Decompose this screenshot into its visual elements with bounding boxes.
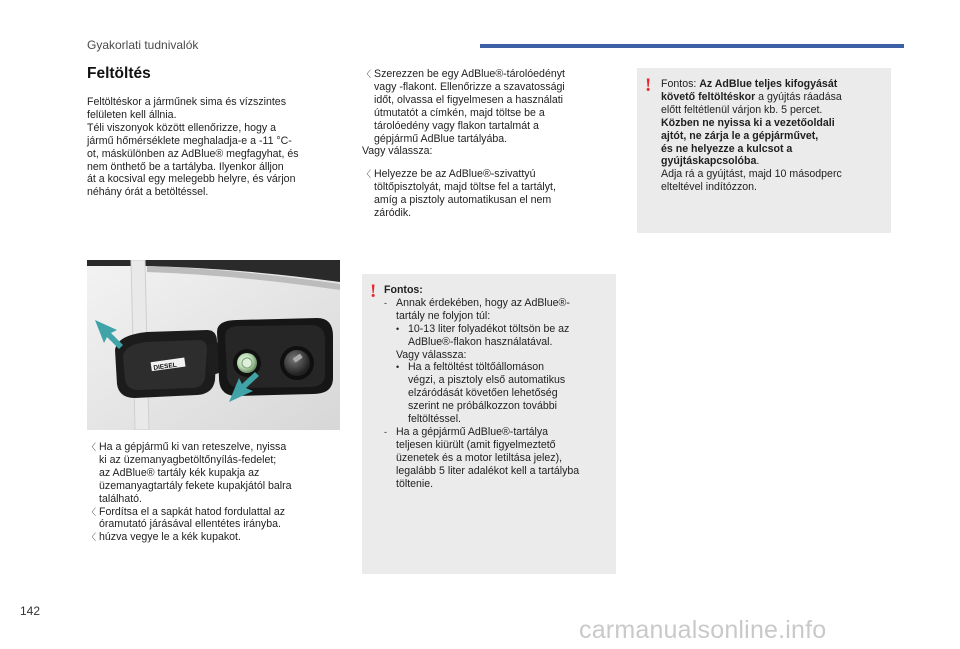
text-line: 10-13 liter folyadékot töltsön be az: [408, 322, 570, 335]
page-title: Feltöltés: [87, 65, 151, 82]
list-item: [362, 68, 624, 145]
alternative-label: Vagy válassza:: [362, 145, 433, 158]
text-line: ki az üzemanyagbetöltőnyílás-fedelet;: [99, 453, 277, 466]
intro-line: Feltöltéskor a járműnek sima és vízszintes: [87, 96, 286, 108]
text-line: előtt feltétlenül várjon kb. 5 percet.: [661, 103, 823, 116]
text-line: feltöltéssel.: [408, 413, 461, 426]
text-line: Ha a feltöltést töltőállomáson: [408, 361, 545, 374]
intro-paragraph: [87, 96, 337, 199]
alternative-label: Vagy válassza:: [396, 348, 467, 361]
text-line: legalább 5 liter adalékot kell a tartályba: [396, 464, 580, 477]
intro-line: néhány órát a betöltéssel.: [87, 186, 209, 199]
text-line: Szerezzen be egy AdBlue®-tárolóedényt: [374, 68, 565, 80]
arrow-bullet-icon: 〈: [362, 69, 372, 79]
text-line: Annak érdekében, hogy az AdBlue®-: [396, 296, 570, 309]
list-item: [87, 531, 342, 544]
text-line: útmutatót a címkén, majd töltse be a: [374, 106, 545, 119]
fuel-flap-photo: [87, 260, 340, 430]
text-line: időt, olvassa el figyelmesen a használati: [374, 93, 564, 106]
text-line: amíg a pisztoly automatikusan el nem: [374, 194, 552, 207]
note-heading: Fontos:: [384, 284, 423, 296]
text-line: végzi, a pisztoly első automatikus: [408, 374, 566, 387]
text-line: Közben ne nyissa ki a vezetőoldali: [661, 116, 835, 129]
warning-icon: !: [645, 75, 652, 96]
text-line: Adja rá a gyújtást, majd 10 másodperc: [661, 168, 842, 181]
text-line: tárolóedény vagy flakon tartalmát a: [374, 119, 539, 132]
text-line: Ha a gépjármű ki van reteszelve, nyissa: [99, 441, 287, 453]
text-line: AdBlue®-flakon használatával.: [408, 335, 553, 348]
text-line: elzáródását követően lehetőség: [408, 387, 558, 400]
text-line: Ha a gépjármű AdBlue®-tartálya: [396, 425, 549, 438]
text-line: töltőpisztolyát, majd töltse fel a tartályt,: [374, 181, 556, 194]
text-line: gépjármű AdBlue tartályába.: [374, 132, 508, 145]
intro-line: ot, máskülönben az AdBlue® megfagyhat, és: [87, 147, 299, 160]
text-line: teljesen kiürült (amit figyelmeztető: [396, 438, 556, 451]
section-accent-bar: [480, 44, 904, 48]
watermark: carmanualsonline.info: [579, 616, 827, 644]
intro-line: Téli viszonyok között ellenőrizze, hogy a: [87, 121, 277, 134]
text-line: töltenie.: [396, 477, 434, 490]
important-note: [384, 284, 614, 491]
arrow-bullet-icon: 〈: [362, 169, 372, 180]
list-item: • 10-13 liter folyadékot töltsön be az AdBlue®-flakon használatával.: [396, 323, 614, 349]
text-line: záródik.: [374, 207, 412, 220]
list-item: [87, 506, 342, 532]
list-item: [87, 441, 342, 506]
steps-left: [87, 441, 342, 544]
text-line: Fontos: Az AdBlue teljes kifogyását: [661, 78, 838, 90]
list-item: - Ha a gépjármű AdBlue®-tartálya teljesen kiürült (amit figyelmeztető üzenetek és a motor letiltása jelez), legalább 5 liter adalékot kell a tartályba töltenie.: [384, 426, 614, 491]
list-item: • Ha a feltöltést töltőállomáson végzi, a pisztoly első automatikus elzáródását követően lehetőség szerint ne próbálkozzon további feltöltéssel.: [396, 361, 614, 426]
text-line: szerint ne próbálkozzon további: [408, 400, 557, 413]
text-line: az AdBlue® tartály kék kupakja az: [99, 466, 260, 479]
text-line: és ne helyezze a kulcsot a: [661, 142, 793, 155]
text-line: vagy -flakont. Ellenőrizze a szavatossági: [374, 80, 565, 93]
intro-line: át a kocsival egy melegebb helyre, és várjon: [87, 173, 296, 186]
list-item: [362, 168, 624, 220]
text-line: üzenetek és a motor letiltása jelez),: [396, 451, 563, 464]
text-line: gyújtáskapcsolóba.: [661, 155, 760, 168]
text-line: elteltével indítózzon.: [661, 181, 757, 194]
text-line: Fordítsa el a sapkát hatod fordulattal az: [99, 505, 286, 518]
empty-tank-note: [661, 78, 887, 194]
text-line: óramutató járásával ellentétes irányba.: [99, 518, 281, 531]
intro-line: felületen kell állnia.: [87, 108, 177, 121]
diesel-label: DIESEL: [152, 361, 178, 372]
text-line: tartály ne folyjon túl:: [396, 309, 491, 322]
page-number: 142: [20, 604, 41, 618]
arrow-bullet-icon: 〈: [87, 442, 97, 452]
arrow-bullet-icon: 〈: [87, 506, 97, 517]
section-title: Gyakorlati tudnivalók: [87, 38, 199, 52]
text-line: üzemanyagtartály fekete kupakjától balra: [99, 479, 292, 492]
steps-middle: [362, 68, 624, 220]
text-line: Helyezze be az AdBlue®-szivattyú: [374, 168, 536, 181]
text-line: húzva vegye le a kék kupakot.: [99, 531, 241, 544]
intro-line: nem önthető be a tartályba. Ilyenkor álljon: [87, 160, 284, 173]
warning-icon: !: [370, 281, 377, 302]
list-item: - Annak érdekében, hogy az AdBlue®- tartály ne folyjon túl:: [384, 297, 614, 323]
text-line: ajtót, ne zárja le a gépjárművet,: [661, 129, 819, 142]
arrow-bullet-icon: 〈: [87, 532, 97, 543]
text-line: követő feltöltéskor a gyújtás ráadása: [661, 90, 842, 103]
text-line: található.: [99, 492, 142, 505]
intro-line: jármű hőmérséklete meghaladja-e a -11 °C-: [87, 134, 292, 147]
